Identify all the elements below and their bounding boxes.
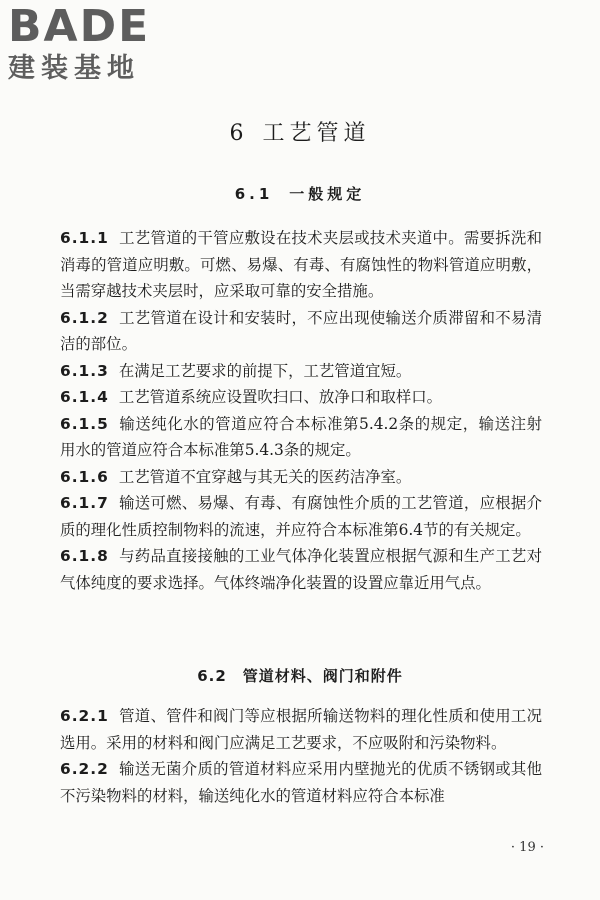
clause-text: 输送无菌介质的管道材料应采用内壁抛光的优质不锈钢或其他不污染物料的材料，输送纯化水的管道材料应符合本标准: [60, 760, 542, 805]
clause-text: 工艺管道不宜穿越与其无关的医药洁净室。: [118, 467, 412, 486]
clause-text: 工艺管道的干管应敷设在技术夹层或技术夹道中。需要拆洗和消毒的管道应明敷。可燃、易爆、有毒、有腐蚀性的物料管道应明敷，当需穿越技术夹层时，应采取可靠的安全措施。: [60, 229, 542, 300]
clause-6-1-7: [60, 490, 542, 543]
section-name: 管道材料、阀门和附件: [242, 667, 403, 685]
page-number: · 19 ·: [510, 840, 544, 855]
clause-6-1-4: [60, 384, 542, 411]
logo-brand-en: BADE: [8, 1, 151, 52]
clause-number: 6.2.1: [60, 707, 109, 725]
section-6-2-body: [60, 703, 542, 809]
clause-number: 6.1.4: [60, 388, 109, 406]
clause-number: 6.1.2: [60, 308, 109, 327]
clause-6-1-5: [60, 411, 542, 464]
clause-number: 6.1.8: [60, 547, 109, 565]
section-title-6-1: [0, 183, 600, 204]
clause-number: 6.1.1: [60, 229, 109, 247]
section-name: 一般规定: [289, 185, 366, 203]
clause-number: 6.1.6: [60, 467, 109, 486]
chapter-number: 6: [229, 121, 249, 146]
clause-text: 输送可燃、易爆、有毒、有腐蚀性介质的工艺管道，应根据介质的理化性质控制物料的流速，并应符合本标准第6.4节的有关规定。: [60, 494, 542, 539]
clause-text: 与药品直接接触的工业气体净化装置应根据气源和生产工艺对气体纯度的要求选择。气体终端净化装置的设置应靠近用气点。: [60, 547, 542, 592]
clause-text: 管道、管件和阀门等应根据所输送物料的理化性质和使用工况选用。采用的材料和阀门应满足工艺要求，不应吸附和污染物料。: [60, 707, 542, 752]
clause-number: 6.2.2: [60, 760, 109, 778]
section-number: 6.2: [197, 667, 227, 685]
clause-number: 6.1.3: [60, 361, 109, 380]
clause-6-2-2: [60, 756, 542, 809]
clause-number: 6.1.5: [60, 414, 109, 433]
clause-6-2-1: [60, 703, 542, 756]
clause-6-1-2: [60, 305, 542, 358]
clause-6-1-8: [60, 543, 542, 596]
logo-brand-cn: 建装基地: [8, 53, 140, 84]
clause-6-1-6: [60, 464, 542, 491]
clause-text: 工艺管道在设计和安装时，不应出现使输送介质滞留和不易清洁的部位。: [60, 308, 542, 353]
clause-6-1-3: [60, 358, 542, 385]
chapter-name: 工艺管道: [262, 121, 371, 146]
section-6-1-body: [60, 225, 542, 596]
logo: [8, 1, 178, 94]
clause-text: 在满足工艺要求的前提下，工艺管道宜短。: [118, 361, 412, 380]
clause-number: 6.1.7: [60, 494, 109, 512]
clause-6-1-1: [60, 225, 542, 305]
clause-text: 工艺管道系统应设置吹扫口、放净口和取样口。: [118, 388, 443, 406]
chapter-title: [0, 116, 600, 147]
section-title-6-2: [0, 665, 600, 686]
section-number: 6.1: [234, 185, 274, 203]
clause-text: 输送纯化水的管道应符合本标准第5.4.2条的规定，输送注射用水的管道应符合本标准第5.4.3条的规定。: [60, 414, 542, 459]
